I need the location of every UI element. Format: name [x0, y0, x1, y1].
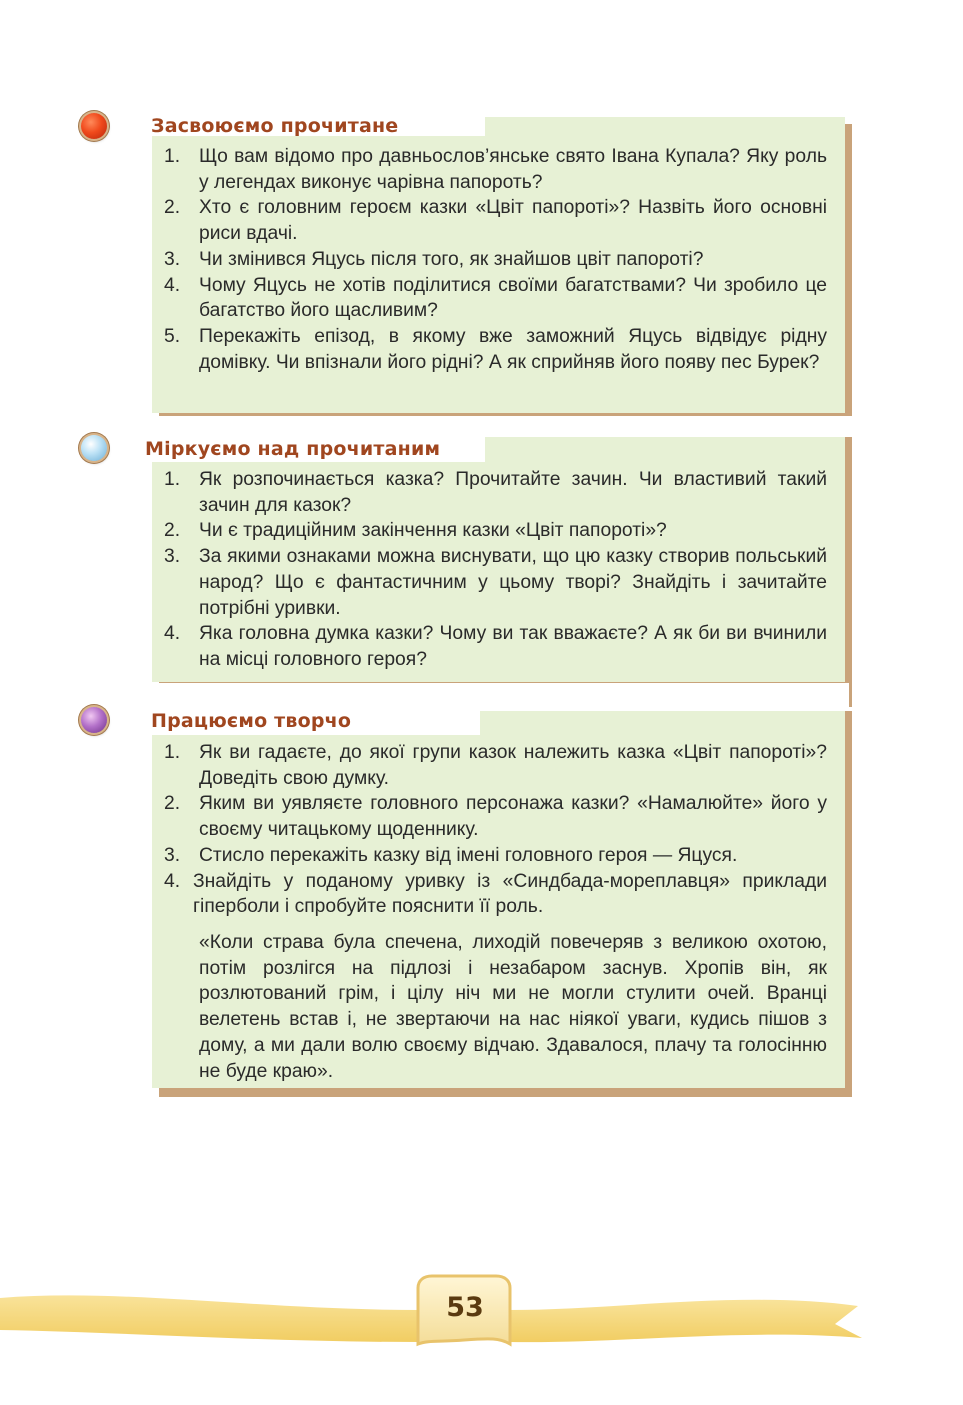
list-item: 1. Що вам відомо про давньослов’янське свято Івана Купала? Яку роль у легендах виконує чарівна папороть?: [164, 146, 827, 193]
list-item: 2. Яким ви уявляєте головного персонажа казки? «Намалюйте» його у своєму читацькому щоденнику.: [164, 793, 827, 841]
section-3-list: [164, 740, 827, 920]
blue-bead-icon: [81, 435, 107, 461]
list-item: 4. Знайдіть у поданому уривку із «Синдбада-мореплавця» приклади гіперболи і спробуйте пояснити її роль.: [164, 870, 827, 918]
list-item: 1. Як розпочинається казка? Прочитайте зачин. Чи властивий такий зачин для казок?: [164, 469, 827, 516]
section-2-heading: Міркуємо над прочитаним: [145, 438, 441, 460]
ribbon-band-right: [508, 1300, 862, 1342]
section-1-heading: Засвоюємо прочитане: [151, 115, 399, 137]
list-item: 3. Стисло перекажіть казку від імені головного героя — Яцуся.: [164, 844, 738, 866]
list-item: 3. За якими ознаками можна виснувати, що цю казку створив польський народ? Що є фантастичним у цьому творі? Знайдіть і зачитайте потрібні уривки.: [164, 546, 827, 619]
ribbon-band: [0, 1295, 420, 1342]
purple-bead-icon: [81, 707, 107, 733]
list-item: 3. Чи змінився Яцусь після того, як знайшов цвіт папороті?: [164, 248, 704, 270]
list-item: 4. Яка головна думка казки? Чому ви так вважаєте? А як би ви вчинили на місці головного героя?: [164, 623, 827, 670]
list-item: 2. Чи є традиційним закінчення казки «Цвіт папороті»?: [164, 520, 667, 542]
page-number: 53: [446, 1292, 484, 1323]
list-item: 2. Хто є головним героєм казки «Цвіт папороті»? Назвіть його основні риси вдачі.: [164, 197, 827, 245]
list-item: 4. Чому Яцусь не хотів поділитися своїми багатствами? Чи зробило це багатство його щасливим?: [164, 274, 827, 322]
section-3-heading: Працюємо творчо: [151, 710, 352, 732]
list-item: 1. Як ви гадаєте, до якої групи казок належить казка «Цвіт папороті»? Доведіть свою думку.: [164, 742, 827, 789]
section-2-list: [164, 467, 827, 673]
section-2-gap: [152, 683, 849, 709]
list-item: 5. Перекажіть епізод, в якому вже заможний Яцусь відвідує рідну домівку. Чи впізнали його рідні? А як сприйняв його появу пес Бурек?: [164, 325, 827, 373]
red-bead-icon: [81, 113, 107, 139]
excerpt-quote: «Коли страва була спечена, лиходій повечеряв з великою охотою, потім розлігся на підлозі і незабаром заснув. Хропів він, як розлютований грім, і цілу ніч ми не могли стулити очей. Вранці велетень встав і, не звертаючи на нас ніякої уваги, кудись пішов з дому, а ми дали волю своєму відчаю. Здавалося, плачу та голосінню не буде краю».: [199, 932, 827, 1082]
section-1-list: [164, 144, 827, 375]
